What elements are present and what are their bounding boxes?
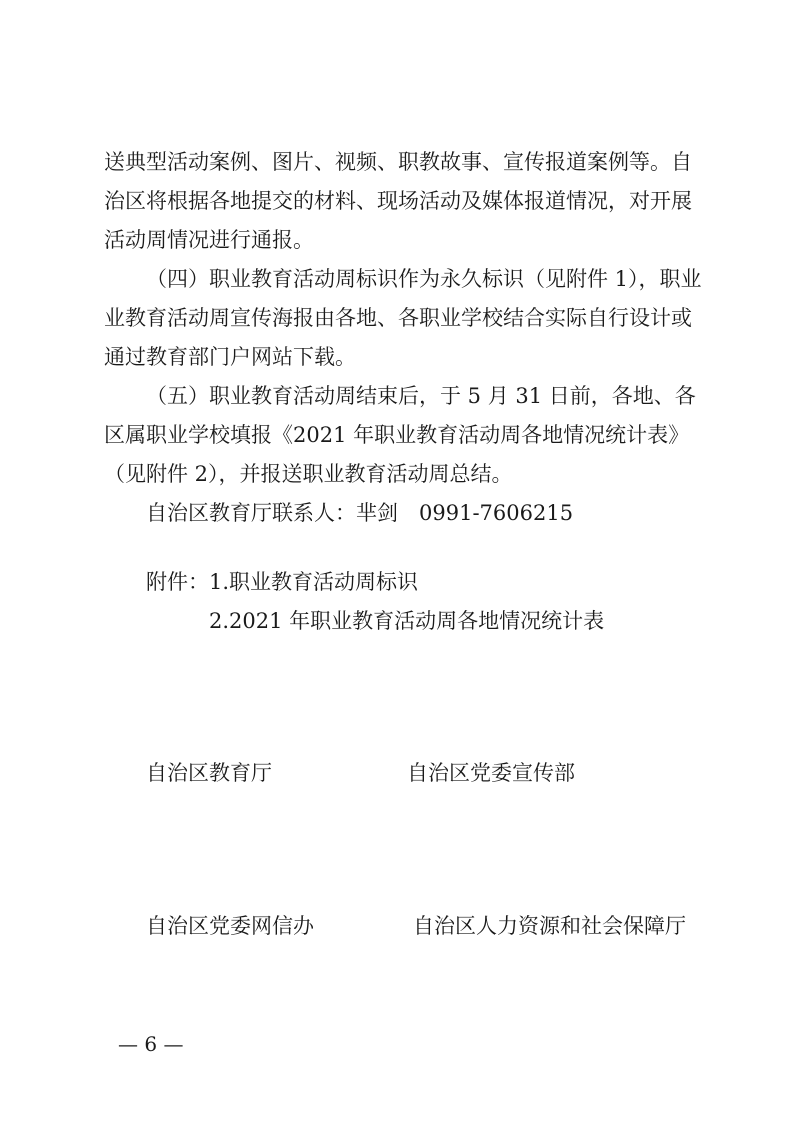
signatory-publicity-dept: 自治区党委宣传部	[407, 761, 575, 785]
page-number: — 6 —	[118, 1032, 184, 1056]
paragraph-line: （见附件 2），并报送职业教育活动周总结。	[104, 462, 513, 486]
paragraph-line: 送典型活动案例、图片、视频、职教故事、宣传报道案例等。自	[104, 150, 692, 174]
paragraph-line: 区属职业学校填报《2021 年职业教育活动周各地情况统计表》	[104, 423, 690, 447]
paragraph-line: （五）职业教育活动周结束后，于 5 月 31 日前，各地、各	[146, 384, 696, 408]
paragraph-line: 活动周情况进行通报。	[104, 228, 314, 252]
paragraph-line: （四）职业教育活动周标识作为永久标识（见附件 1），职业	[146, 267, 702, 291]
paragraph-line: 治区将根据各地提交的材料、现场活动及媒体报道情况，对开展	[104, 189, 692, 213]
signatory-cyberspace-office: 自治区党委网信办	[146, 914, 314, 938]
paragraph-line: 业教育活动周宣传海报由各地、各职业学校结合实际自行设计或	[104, 306, 692, 330]
contact-line: 自治区教育厅联系人：芈剑 0991-7606215	[146, 501, 574, 525]
signatory-hr-social-security: 自治区人力资源和社会保障厅	[413, 914, 686, 938]
paragraph-line: 通过教育部门户网站下载。	[104, 345, 356, 369]
attachment-item: 2.2021 年职业教育活动周各地情况统计表	[209, 609, 605, 633]
attachment-item: 附件：1.职业教育活动周标识	[146, 570, 419, 594]
signatory-education-dept: 自治区教育厅	[146, 761, 272, 785]
